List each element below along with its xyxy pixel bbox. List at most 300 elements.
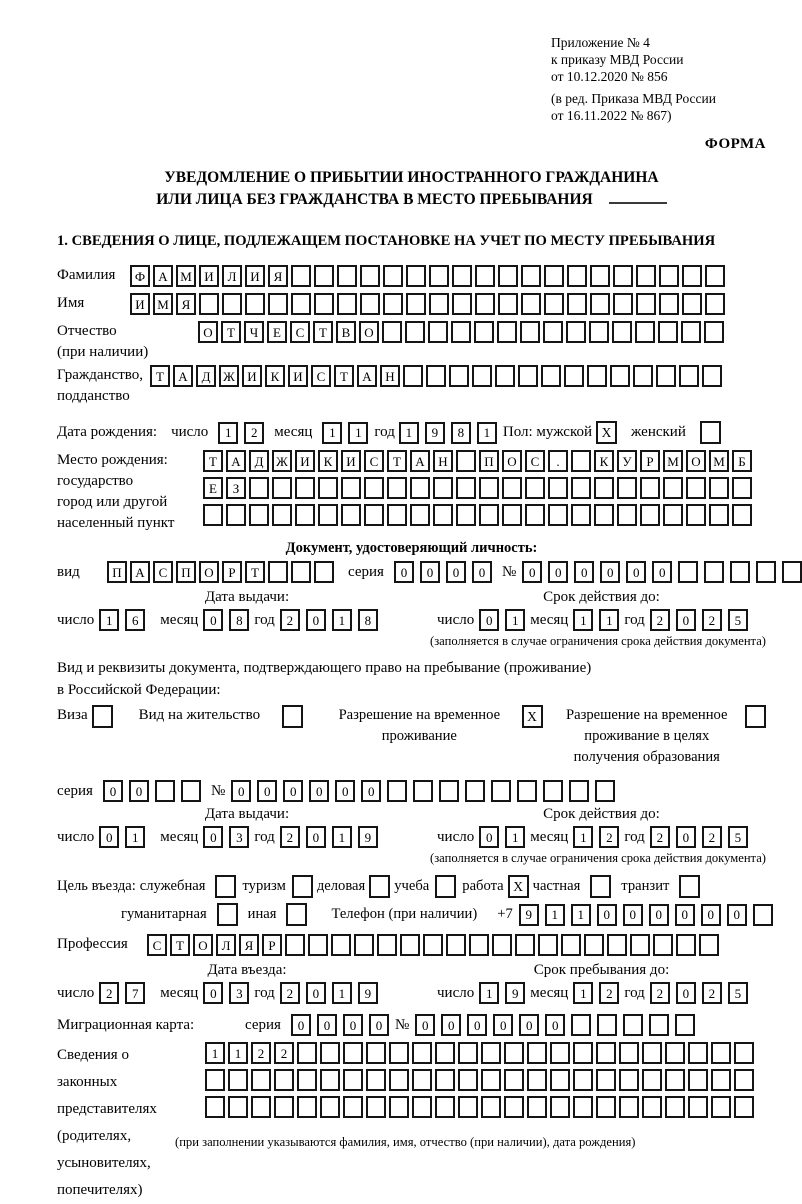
char-cell[interactable] — [314, 561, 334, 583]
char-cell[interactable]: 0 — [522, 561, 542, 583]
char-cell[interactable] — [389, 1069, 409, 1091]
char-cell[interactable]: Н — [433, 450, 453, 472]
char-cell[interactable]: 0 — [479, 826, 499, 848]
char-cell[interactable] — [517, 780, 537, 802]
char-cell[interactable]: 0 — [203, 826, 223, 848]
char-cell[interactable] — [573, 1069, 593, 1091]
char-cell[interactable] — [594, 504, 614, 526]
char-cell[interactable]: 9 — [358, 982, 378, 1004]
char-cell[interactable] — [571, 450, 591, 472]
char-cell[interactable] — [475, 265, 495, 287]
char-cell[interactable]: 5 — [728, 609, 748, 631]
char-cell[interactable] — [377, 934, 397, 956]
char-cell[interactable] — [423, 934, 443, 956]
char-cell[interactable] — [268, 293, 288, 315]
char-cell[interactable]: 0 — [415, 1014, 435, 1036]
char-cell[interactable] — [452, 265, 472, 287]
char-cell[interactable] — [617, 477, 637, 499]
purpose-other-checkbox[interactable] — [286, 903, 307, 926]
char-cell[interactable] — [274, 1096, 294, 1118]
char-cell[interactable] — [456, 477, 476, 499]
char-cell[interactable]: 0 — [519, 1014, 539, 1036]
char-cell[interactable] — [297, 1042, 317, 1064]
char-cell[interactable]: К — [594, 450, 614, 472]
char-cell[interactable] — [541, 365, 561, 387]
char-cell[interactable]: У — [617, 450, 637, 472]
char-cell[interactable] — [481, 1069, 501, 1091]
char-cell[interactable]: 0 — [600, 561, 620, 583]
char-cell[interactable]: 1 — [332, 982, 352, 1004]
char-cell[interactable]: 1 — [573, 982, 593, 1004]
visa-checkbox[interactable] — [92, 705, 113, 728]
char-cell[interactable]: 1 — [205, 1042, 225, 1064]
char-cell[interactable] — [272, 477, 292, 499]
char-cell[interactable]: 3 — [229, 826, 249, 848]
char-cell[interactable]: 2 — [280, 826, 300, 848]
char-cell[interactable] — [649, 1014, 669, 1036]
char-cell[interactable] — [492, 934, 512, 956]
char-cell[interactable] — [613, 293, 633, 315]
char-cell[interactable] — [711, 1096, 731, 1118]
char-cell[interactable]: 1 — [332, 609, 352, 631]
char-cell[interactable] — [573, 1042, 593, 1064]
char-cell[interactable] — [711, 1042, 731, 1064]
char-cell[interactable]: 0 — [335, 780, 355, 802]
char-cell[interactable]: 5 — [728, 826, 748, 848]
char-cell[interactable]: 2 — [702, 826, 722, 848]
char-cell[interactable] — [429, 265, 449, 287]
char-cell[interactable]: А — [173, 365, 193, 387]
char-cell[interactable] — [584, 934, 604, 956]
char-cell[interactable]: И — [130, 293, 150, 315]
char-cell[interactable] — [320, 1096, 340, 1118]
char-cell[interactable] — [452, 293, 472, 315]
char-cell[interactable] — [782, 561, 802, 583]
char-cell[interactable] — [595, 780, 615, 802]
char-cell[interactable] — [297, 1096, 317, 1118]
char-cell[interactable] — [435, 1096, 455, 1118]
char-cell[interactable] — [504, 1096, 524, 1118]
char-cell[interactable]: И — [199, 265, 219, 287]
char-cell[interactable] — [619, 1069, 639, 1091]
char-cell[interactable] — [518, 365, 538, 387]
char-cell[interactable]: 0 — [306, 609, 326, 631]
char-cell[interactable] — [678, 561, 698, 583]
char-cell[interactable] — [245, 293, 265, 315]
char-cell[interactable] — [331, 934, 351, 956]
purpose-transit-checkbox[interactable] — [679, 875, 700, 898]
char-cell[interactable] — [702, 365, 722, 387]
char-cell[interactable]: 0 — [597, 904, 617, 926]
char-cell[interactable]: 9 — [425, 422, 445, 444]
char-cell[interactable]: 0 — [446, 561, 466, 583]
char-cell[interactable] — [251, 1069, 271, 1091]
char-cell[interactable] — [550, 1096, 570, 1118]
char-cell[interactable]: 1 — [99, 609, 119, 631]
char-cell[interactable]: 2 — [280, 609, 300, 631]
purpose-humanitarian-checkbox[interactable] — [217, 903, 238, 926]
char-cell[interactable] — [520, 321, 540, 343]
char-cell[interactable] — [636, 265, 656, 287]
char-cell[interactable]: 2 — [251, 1042, 271, 1064]
char-cell[interactable]: 0 — [306, 826, 326, 848]
char-cell[interactable]: А — [226, 450, 246, 472]
char-cell[interactable] — [205, 1096, 225, 1118]
char-cell[interactable] — [428, 321, 448, 343]
char-cell[interactable]: О — [199, 561, 219, 583]
char-cell[interactable] — [382, 321, 402, 343]
temp-residence-checkbox[interactable]: X — [522, 705, 543, 728]
char-cell[interactable]: 0 — [343, 1014, 363, 1036]
char-cell[interactable] — [472, 365, 492, 387]
char-cell[interactable]: 2 — [599, 982, 619, 1004]
char-cell[interactable]: 8 — [229, 609, 249, 631]
char-cell[interactable] — [360, 293, 380, 315]
char-cell[interactable]: 8 — [451, 422, 471, 444]
char-cell[interactable] — [504, 1069, 524, 1091]
char-cell[interactable]: М — [709, 450, 729, 472]
char-cell[interactable]: Т — [313, 321, 333, 343]
char-cell[interactable]: Я — [268, 265, 288, 287]
char-cell[interactable] — [587, 365, 607, 387]
char-cell[interactable] — [686, 504, 706, 526]
char-cell[interactable]: Т — [245, 561, 265, 583]
char-cell[interactable] — [285, 934, 305, 956]
char-cell[interactable] — [635, 321, 655, 343]
char-cell[interactable]: Т — [150, 365, 170, 387]
char-cell[interactable] — [412, 1096, 432, 1118]
char-cell[interactable] — [405, 321, 425, 343]
char-cell[interactable]: М — [176, 265, 196, 287]
char-cell[interactable]: 0 — [676, 609, 696, 631]
char-cell[interactable] — [561, 934, 581, 956]
char-cell[interactable] — [709, 477, 729, 499]
char-cell[interactable]: О — [198, 321, 218, 343]
char-cell[interactable] — [343, 1096, 363, 1118]
char-cell[interactable]: 8 — [358, 609, 378, 631]
char-cell[interactable] — [343, 1069, 363, 1091]
char-cell[interactable] — [318, 477, 338, 499]
char-cell[interactable]: 1 — [599, 609, 619, 631]
char-cell[interactable] — [228, 1069, 248, 1091]
char-cell[interactable]: 0 — [99, 826, 119, 848]
char-cell[interactable]: Н — [380, 365, 400, 387]
char-cell[interactable]: 3 — [229, 982, 249, 1004]
char-cell[interactable] — [451, 321, 471, 343]
char-cell[interactable]: 0 — [394, 561, 414, 583]
char-cell[interactable]: 0 — [472, 561, 492, 583]
char-cell[interactable]: М — [153, 293, 173, 315]
char-cell[interactable]: 7 — [125, 982, 145, 1004]
char-cell[interactable] — [730, 561, 750, 583]
char-cell[interactable]: С — [364, 450, 384, 472]
char-cell[interactable]: А — [357, 365, 377, 387]
char-cell[interactable]: 0 — [701, 904, 721, 926]
char-cell[interactable]: 6 — [125, 609, 145, 631]
char-cell[interactable] — [550, 1042, 570, 1064]
purpose-business-checkbox[interactable] — [369, 875, 390, 898]
char-cell[interactable] — [426, 365, 446, 387]
char-cell[interactable]: 1 — [479, 982, 499, 1004]
char-cell[interactable] — [525, 477, 545, 499]
char-cell[interactable] — [389, 1042, 409, 1064]
char-cell[interactable] — [564, 365, 584, 387]
char-cell[interactable]: Т — [203, 450, 223, 472]
char-cell[interactable]: 2 — [650, 982, 670, 1004]
char-cell[interactable]: 2 — [99, 982, 119, 1004]
char-cell[interactable]: 1 — [545, 904, 565, 926]
char-cell[interactable]: П — [107, 561, 127, 583]
char-cell[interactable]: . — [548, 450, 568, 472]
char-cell[interactable]: Т — [221, 321, 241, 343]
char-cell[interactable]: 0 — [306, 982, 326, 1004]
char-cell[interactable] — [642, 1069, 662, 1091]
char-cell[interactable] — [665, 1069, 685, 1091]
char-cell[interactable] — [732, 477, 752, 499]
char-cell[interactable] — [504, 1042, 524, 1064]
char-cell[interactable]: 2 — [650, 826, 670, 848]
char-cell[interactable] — [658, 321, 678, 343]
char-cell[interactable] — [469, 934, 489, 956]
char-cell[interactable] — [320, 1042, 340, 1064]
char-cell[interactable] — [495, 365, 515, 387]
char-cell[interactable] — [527, 1042, 547, 1064]
char-cell[interactable]: 2 — [702, 609, 722, 631]
char-cell[interactable]: О — [359, 321, 379, 343]
char-cell[interactable]: Т — [334, 365, 354, 387]
char-cell[interactable]: 0 — [479, 609, 499, 631]
char-cell[interactable] — [711, 1069, 731, 1091]
char-cell[interactable] — [479, 504, 499, 526]
purpose-private-checkbox[interactable] — [590, 875, 611, 898]
char-cell[interactable]: В — [336, 321, 356, 343]
char-cell[interactable] — [538, 934, 558, 956]
char-cell[interactable]: 0 — [369, 1014, 389, 1036]
char-cell[interactable] — [610, 365, 630, 387]
char-cell[interactable] — [291, 265, 311, 287]
char-cell[interactable] — [474, 321, 494, 343]
char-cell[interactable]: 9 — [519, 904, 539, 926]
char-cell[interactable]: Е — [203, 477, 223, 499]
char-cell[interactable]: И — [295, 450, 315, 472]
char-cell[interactable]: Л — [222, 265, 242, 287]
char-cell[interactable] — [732, 504, 752, 526]
char-cell[interactable] — [623, 1014, 643, 1036]
char-cell[interactable] — [251, 1096, 271, 1118]
char-cell[interactable] — [181, 780, 201, 802]
char-cell[interactable] — [515, 934, 535, 956]
char-cell[interactable]: 2 — [599, 826, 619, 848]
char-cell[interactable] — [429, 293, 449, 315]
char-cell[interactable]: 0 — [291, 1014, 311, 1036]
char-cell[interactable]: 1 — [322, 422, 342, 444]
char-cell[interactable] — [498, 293, 518, 315]
char-cell[interactable]: О — [193, 934, 213, 956]
char-cell[interactable] — [498, 265, 518, 287]
char-cell[interactable] — [400, 934, 420, 956]
char-cell[interactable] — [676, 934, 696, 956]
char-cell[interactable]: С — [147, 934, 167, 956]
char-cell[interactable]: 1 — [573, 609, 593, 631]
char-cell[interactable]: 5 — [728, 982, 748, 1004]
char-cell[interactable]: 0 — [623, 904, 643, 926]
char-cell[interactable] — [544, 265, 564, 287]
char-cell[interactable] — [525, 504, 545, 526]
char-cell[interactable]: 0 — [257, 780, 277, 802]
char-cell[interactable] — [544, 293, 564, 315]
char-cell[interactable] — [318, 504, 338, 526]
char-cell[interactable] — [571, 477, 591, 499]
char-cell[interactable] — [320, 1069, 340, 1091]
char-cell[interactable] — [607, 934, 627, 956]
char-cell[interactable] — [343, 1042, 363, 1064]
char-cell[interactable]: 2 — [244, 422, 264, 444]
char-cell[interactable]: 0 — [441, 1014, 461, 1036]
char-cell[interactable]: 0 — [545, 1014, 565, 1036]
char-cell[interactable] — [387, 477, 407, 499]
char-cell[interactable]: 1 — [125, 826, 145, 848]
char-cell[interactable]: 1 — [332, 826, 352, 848]
char-cell[interactable] — [456, 450, 476, 472]
char-cell[interactable] — [688, 1096, 708, 1118]
char-cell[interactable]: 0 — [652, 561, 672, 583]
char-cell[interactable] — [617, 504, 637, 526]
char-cell[interactable] — [449, 365, 469, 387]
char-cell[interactable]: И — [288, 365, 308, 387]
char-cell[interactable] — [527, 1096, 547, 1118]
char-cell[interactable]: 0 — [103, 780, 123, 802]
char-cell[interactable]: Я — [176, 293, 196, 315]
char-cell[interactable] — [682, 265, 702, 287]
char-cell[interactable] — [597, 1014, 617, 1036]
char-cell[interactable]: Д — [249, 450, 269, 472]
char-cell[interactable] — [636, 293, 656, 315]
char-cell[interactable] — [594, 477, 614, 499]
sex-female-checkbox[interactable] — [700, 421, 721, 444]
char-cell[interactable]: 1 — [505, 826, 525, 848]
char-cell[interactable] — [410, 504, 430, 526]
char-cell[interactable] — [364, 477, 384, 499]
char-cell[interactable]: 1 — [348, 422, 368, 444]
char-cell[interactable] — [387, 504, 407, 526]
char-cell[interactable] — [228, 1096, 248, 1118]
char-cell[interactable] — [314, 293, 334, 315]
char-cell[interactable] — [364, 504, 384, 526]
char-cell[interactable] — [481, 1042, 501, 1064]
char-cell[interactable] — [569, 780, 589, 802]
char-cell[interactable] — [590, 265, 610, 287]
char-cell[interactable]: 0 — [649, 904, 669, 926]
char-cell[interactable]: 2 — [274, 1042, 294, 1064]
char-cell[interactable]: Я — [239, 934, 259, 956]
char-cell[interactable] — [688, 1069, 708, 1091]
char-cell[interactable]: К — [265, 365, 285, 387]
char-cell[interactable]: С — [290, 321, 310, 343]
char-cell[interactable] — [203, 504, 223, 526]
char-cell[interactable] — [642, 1096, 662, 1118]
char-cell[interactable] — [681, 321, 701, 343]
char-cell[interactable] — [571, 1014, 591, 1036]
char-cell[interactable] — [413, 780, 433, 802]
char-cell[interactable] — [403, 365, 423, 387]
char-cell[interactable] — [543, 780, 563, 802]
char-cell[interactable]: 9 — [358, 826, 378, 848]
char-cell[interactable] — [596, 1096, 616, 1118]
char-cell[interactable] — [619, 1042, 639, 1064]
char-cell[interactable] — [199, 293, 219, 315]
residence-permit-checkbox[interactable] — [282, 705, 303, 728]
char-cell[interactable] — [656, 365, 676, 387]
char-cell[interactable] — [314, 265, 334, 287]
char-cell[interactable] — [640, 504, 660, 526]
char-cell[interactable]: З — [226, 477, 246, 499]
char-cell[interactable] — [653, 934, 673, 956]
char-cell[interactable]: 1 — [477, 422, 497, 444]
char-cell[interactable]: Ж — [219, 365, 239, 387]
char-cell[interactable]: 0 — [309, 780, 329, 802]
char-cell[interactable]: Т — [387, 450, 407, 472]
char-cell[interactable] — [360, 265, 380, 287]
char-cell[interactable] — [734, 1069, 754, 1091]
char-cell[interactable] — [439, 780, 459, 802]
char-cell[interactable] — [613, 265, 633, 287]
char-cell[interactable]: Д — [196, 365, 216, 387]
char-cell[interactable]: 0 — [727, 904, 747, 926]
char-cell[interactable] — [675, 1014, 695, 1036]
temp-residence-edu-checkbox[interactable] — [745, 705, 766, 728]
char-cell[interactable] — [753, 904, 773, 926]
char-cell[interactable]: 0 — [493, 1014, 513, 1036]
char-cell[interactable] — [291, 293, 311, 315]
char-cell[interactable] — [341, 504, 361, 526]
char-cell[interactable]: 0 — [203, 609, 223, 631]
char-cell[interactable] — [297, 1069, 317, 1091]
char-cell[interactable]: 1 — [228, 1042, 248, 1064]
char-cell[interactable] — [679, 365, 699, 387]
char-cell[interactable]: С — [525, 450, 545, 472]
char-cell[interactable] — [633, 365, 653, 387]
char-cell[interactable]: 0 — [231, 780, 251, 802]
purpose-study-checkbox[interactable] — [435, 875, 456, 898]
char-cell[interactable] — [337, 293, 357, 315]
char-cell[interactable] — [383, 293, 403, 315]
char-cell[interactable]: 0 — [129, 780, 149, 802]
char-cell[interactable]: И — [245, 265, 265, 287]
char-cell[interactable] — [521, 293, 541, 315]
char-cell[interactable] — [295, 504, 315, 526]
char-cell[interactable] — [630, 934, 650, 956]
char-cell[interactable] — [596, 1069, 616, 1091]
char-cell[interactable] — [291, 561, 311, 583]
char-cell[interactable] — [295, 477, 315, 499]
char-cell[interactable]: И — [242, 365, 262, 387]
char-cell[interactable]: 2 — [650, 609, 670, 631]
char-cell[interactable] — [383, 265, 403, 287]
char-cell[interactable] — [465, 780, 485, 802]
char-cell[interactable]: Р — [222, 561, 242, 583]
char-cell[interactable] — [705, 265, 725, 287]
char-cell[interactable] — [589, 321, 609, 343]
char-cell[interactable]: 0 — [467, 1014, 487, 1036]
char-cell[interactable] — [502, 504, 522, 526]
char-cell[interactable] — [456, 504, 476, 526]
char-cell[interactable] — [435, 1069, 455, 1091]
char-cell[interactable] — [548, 504, 568, 526]
char-cell[interactable] — [705, 293, 725, 315]
char-cell[interactable]: А — [410, 450, 430, 472]
char-cell[interactable] — [734, 1096, 754, 1118]
sex-male-checkbox[interactable]: X — [596, 421, 617, 444]
